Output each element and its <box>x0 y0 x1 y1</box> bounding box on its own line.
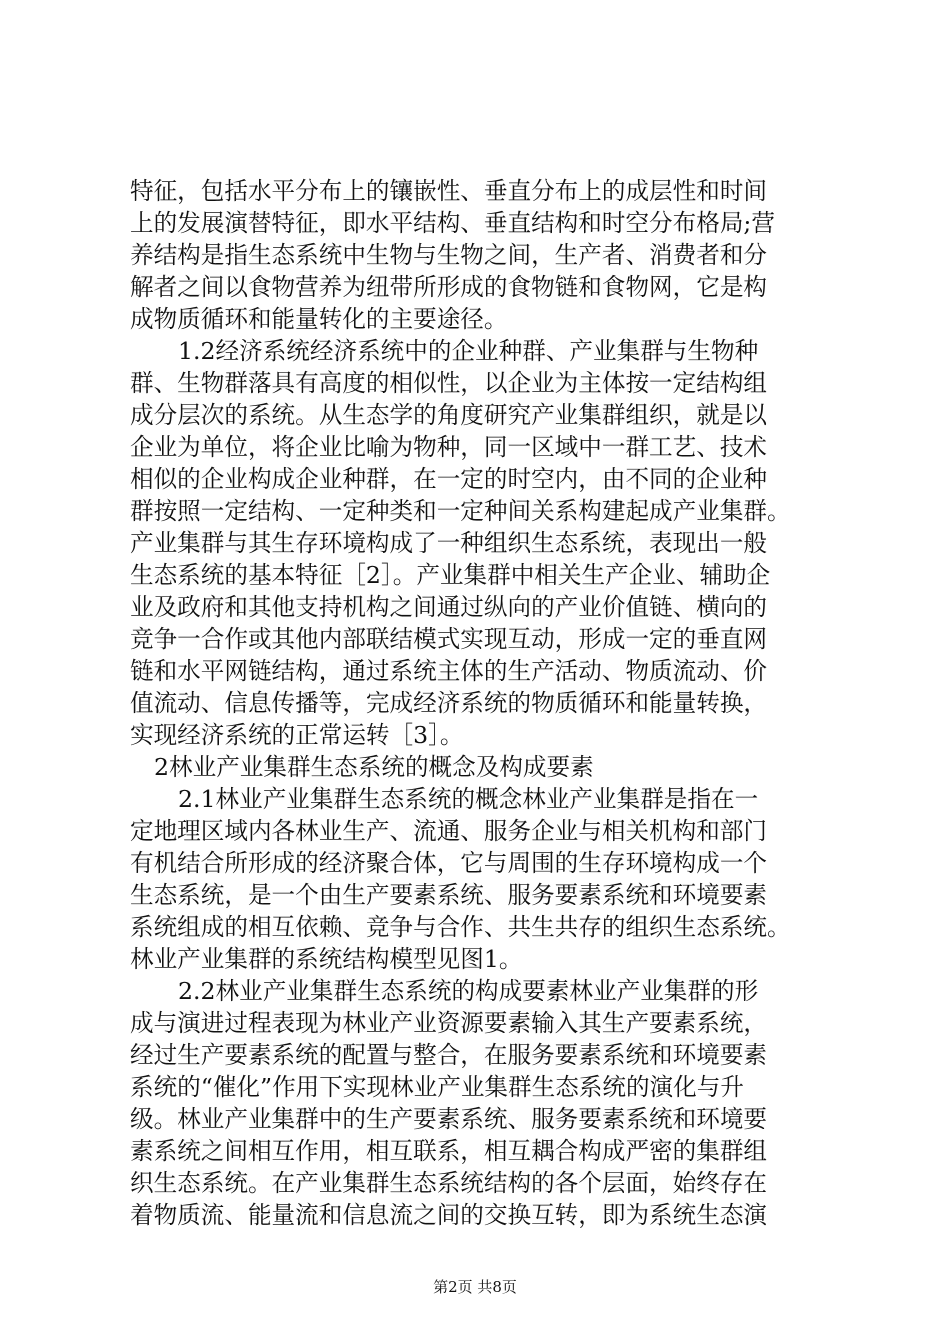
text-line: 群按照一定结构、一定种类和一定种间关系构建起成产业集群。 <box>130 497 791 525</box>
text-line: 林业产业集群的系统结构模型见图1。 <box>130 945 523 973</box>
text-line: 企业为单位，将企业比喻为物种，同一区域中一群工艺、技术 <box>130 433 768 461</box>
text-line: 实现经济系统的正常运转［3］。 <box>130 721 464 749</box>
text-line: 业及政府和其他支持机构之间通过纵向的产业价值链、横向的 <box>130 593 768 621</box>
text-line: 织生态系统。在产业集群生态系统结构的各个层面，始终存在 <box>130 1169 768 1197</box>
text-line: 产业集群与其生存环境构成了一种组织生态系统，表现出一般 <box>130 529 768 557</box>
text-line: 系统的“催化”作用下实现林业产业集群生态系统的演化与升 <box>130 1073 744 1101</box>
text-line: 特征，包括水平分布上的镶嵌性、垂直分布上的成层性和时间 <box>130 177 768 205</box>
text-line: 养结构是指生态系统中生物与生物之间，生产者、消费者和分 <box>130 241 768 269</box>
text-line: 经过生产要素系统的配置与整合，在服务要素系统和环境要素 <box>130 1041 768 1069</box>
text-line: 素系统之间相互作用，相互联系，相互耦合构成严密的集群组 <box>130 1137 768 1165</box>
text-line: 竞争一合作或其他内部联结模式实现互动，形成一定的垂直网 <box>130 625 768 653</box>
text-line: 成物质循环和能量转化的主要途径。 <box>130 305 508 333</box>
text-line: 相似的企业构成企业种群，在一定的时空内，由不同的企业种 <box>130 465 768 493</box>
text-line: 成与演进过程表现为林业产业资源要素输入其生产要素系统， <box>130 1009 768 1037</box>
section-heading-1-2: 1.2经济系统经济系统中的企业种群、产业集群与生物种 <box>178 337 759 365</box>
text-line: 成分层次的系统。从生态学的角度研究产业集群组织，就是以 <box>130 401 768 429</box>
text-line: 值流动、信息传播等，完成经济系统的物质循环和能量转换， <box>130 689 768 717</box>
text-line: 有机结合所形成的经济聚合体，它与周围的生存环境构成一个 <box>130 849 768 877</box>
text-line: 链和水平网链结构，通过系统主体的生产活动、物质流动、价 <box>130 657 768 685</box>
text-line: 生态系统的基本特征［2］。产业集群中相关生产企业、辅助企 <box>130 561 771 589</box>
page-footer: 第2页 共8页 <box>433 1278 517 1296</box>
text-line: 群、生物群落具有高度的相似性，以企业为主体按一定结构组 <box>130 369 768 397</box>
text-line: 上的发展演替特征，即水平结构、垂直结构和时空分布格局;营 <box>130 209 775 237</box>
section-heading-2-1: 2.1林业产业集群生态系统的概念林业产业集群是指在一 <box>178 785 759 813</box>
text-line: 级。林业产业集群中的生产要素系统、服务要素系统和环境要 <box>130 1105 768 1133</box>
section-heading-2-2: 2.2林业产业集群生态系统的构成要素林业产业集群的形 <box>178 977 759 1005</box>
text-line: 系统组成的相互依赖、竞争与合作、共生共存的组织生态系统。 <box>130 913 791 941</box>
text-line: 解者之间以食物营养为纽带所形成的食物链和食物网，它是构 <box>130 273 768 301</box>
section-heading-2: 2林业产业集群生态系统的概念及构成要素 <box>154 753 594 781</box>
text-line: 生态系统，是一个由生产要素系统、服务要素系统和环境要素 <box>130 881 768 909</box>
text-line: 着物质流、能量流和信息流之间的交换互转，即为系统生态演 <box>130 1201 768 1229</box>
text-line: 定地理区域内各林业生产、流通、服务企业与相关机构和部门 <box>130 817 768 845</box>
